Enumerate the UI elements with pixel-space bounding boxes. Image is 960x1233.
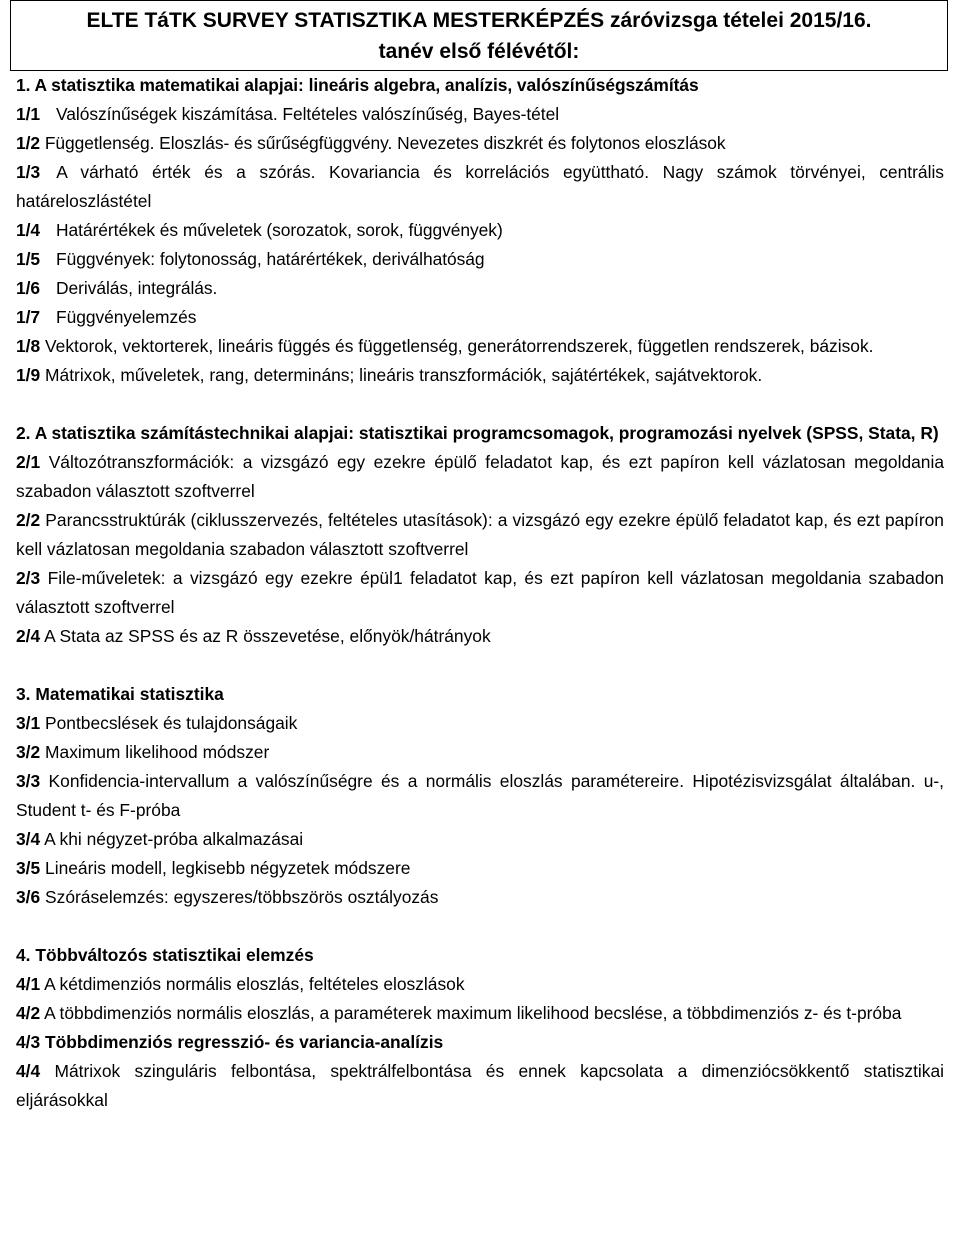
section-2 (16, 419, 944, 651)
item-4-4 (16, 1057, 944, 1115)
item-number: 1/3 (16, 162, 41, 182)
item-number: 3/4 (16, 829, 41, 849)
item-number: 1/2 (16, 133, 41, 153)
item-number: 1/1 (16, 104, 41, 124)
item-text: A többdimenziós normális eloszlás, a paraméterek maximum likelihood becslése, a többdimenziós z- és t-próba (44, 1003, 902, 1023)
item-1-6 (16, 274, 944, 303)
section-2-heading (16, 419, 944, 448)
title-line-1: ELTE TáTK SURVEY STATISZTIKA MESTERKÉPZÉS záróvizsga tételei 2015/16. (86, 9, 872, 32)
item-3-6 (16, 883, 944, 912)
item-2-4 (16, 622, 944, 651)
item-text: A khi négyzet-próba alkalmazásai (44, 829, 304, 849)
item-number: 1/8 (16, 336, 41, 356)
item-text: Vektorok, vektorterek, lineáris függés és függetlenség, generátorrendszerek, független rendszerek, bázisok. (45, 336, 874, 356)
item-3-1 (16, 709, 944, 738)
item-4-2 (16, 999, 944, 1028)
item-text: Valószínűségek kiszámítása. Feltételes valószínűség, Bayes-tétel (56, 104, 560, 124)
section-4-heading: 4. Többváltozós statisztikai elemzés (16, 945, 314, 965)
item-text: Maximum likelihood módszer (45, 742, 270, 762)
item-text: Változótranszformációk: a vizsgázó egy ezekre épülő feladatot kap, és ezt papíron kell vázlatosan megoldania szabadon választott szoftverrel (16, 452, 944, 501)
item-number: 1/9 (16, 365, 41, 385)
item-text: Deriválás, integrálás. (56, 278, 218, 298)
title-line-2: tanév első félévétől: (378, 40, 580, 63)
item-number: 2/3 (16, 568, 41, 588)
section-3-heading: 3. Matematikai statisztika (16, 684, 224, 704)
item-text: A várható érték és a szórás. Kovariancia és korrelációs együttható. Nagy számok törvényei, centrális határeloszlástétel (16, 162, 944, 211)
item-text: Lineáris modell, legkisebb négyzetek módszere (45, 858, 411, 878)
item-text: Többdimenziós regresszió- és variancia-analízis (45, 1032, 444, 1052)
item-number: 2/4 (16, 626, 41, 646)
section-2-heading-text: A statisztika számítástechnikai alapjai: statisztikai programcsomagok, programozási nyelvek (SPSS, Stata, R) (34, 423, 939, 443)
item-3-2 (16, 738, 944, 767)
item-number: 3/2 (16, 742, 41, 762)
item-text: Parancsstruktúrák (ciklusszervezés, feltételes utasítások): a vizsgázó egy ezekre épülő feladatot kap, és ezt papíron kell vázlatosan megoldania szabadon választott szoftverrel (16, 510, 944, 559)
item-number: 3/1 (16, 713, 41, 733)
section-3 (16, 680, 944, 912)
section-spacer (16, 912, 944, 941)
item-3-3 (16, 767, 944, 825)
item-4-3 (16, 1028, 944, 1057)
item-3-4 (16, 825, 944, 854)
item-text: Függvények: folytonosság, határértékek, deriválhatóság (56, 249, 485, 269)
item-text: A Stata az SPSS és az R összevetése, előnyök/hátrányok (44, 626, 491, 646)
item-3-5 (16, 854, 944, 883)
section-1 (16, 71, 944, 390)
item-number: 4/1 (16, 974, 41, 994)
item-number: 4/4 (16, 1061, 41, 1081)
item-1-2 (16, 129, 944, 158)
item-1-7 (16, 303, 944, 332)
item-number: 4/2 (16, 1003, 41, 1023)
item-number: 1/4 (16, 220, 41, 240)
section-spacer (16, 651, 944, 680)
item-number: 3/5 (16, 858, 41, 878)
item-number: 2/2 (16, 510, 41, 530)
section-2-number: 2. (16, 423, 31, 443)
item-text: File-műveletek: a vizsgázó egy ezekre épül1 feladatot kap, és ezt papíron kell vázlatosan megoldania szabadon választott szoftverrel (16, 568, 944, 617)
item-text: Határértékek és műveletek (sorozatok, sorok, függvények) (56, 220, 503, 240)
document-title-box (10, 0, 948, 71)
item-2-1 (16, 448, 944, 506)
item-2-2 (16, 506, 944, 564)
item-text: Függetlenség. Eloszlás- és sűrűségfüggvény. Nevezetes diszkrét és folytonos eloszlások (44, 133, 726, 153)
section-4 (16, 941, 944, 1115)
item-text: A kétdimenziós normális eloszlás, feltételes eloszlások (44, 974, 465, 994)
document-page (16, 0, 944, 1115)
item-text: Pontbecslések és tulajdonságaik (45, 713, 298, 733)
item-4-1 (16, 970, 944, 999)
item-number: 1/6 (16, 278, 41, 298)
item-1-5 (16, 245, 944, 274)
item-number: 1/5 (16, 249, 41, 269)
item-text: Konfidencia-intervallum a valószínűségre és a normális eloszlás paramétereire. Hipotézisvizsgálat általában. u-, Student t- és F-próba (16, 771, 944, 820)
item-1-4 (16, 216, 944, 245)
item-number: 3/3 (16, 771, 41, 791)
item-2-3 (16, 564, 944, 622)
section-spacer (16, 390, 944, 419)
item-text: Mátrixok szinguláris felbontása, spektrálfelbontása és ennek kapcsolata a dimenziócsökkentő statisztikai eljárásokkal (16, 1061, 944, 1110)
item-1-3 (16, 158, 944, 216)
item-text: Mátrixok, műveletek, rang, determináns; lineáris transzformációk, sajátértékek, sajátvektorok. (45, 365, 763, 385)
item-1-8 (16, 332, 944, 361)
item-text: Szóráselemzés: egyszeres/többszörös osztályozás (45, 887, 439, 907)
item-text: Függvényelemzés (56, 307, 197, 327)
item-number: 3/6 (16, 887, 41, 907)
item-1-9 (16, 361, 944, 390)
section-1-heading: 1. A statisztika matematikai alapjai: lineáris algebra, analízis, valószínűségszámítás (16, 75, 699, 95)
item-number: 2/1 (16, 452, 41, 472)
item-1-1 (16, 100, 944, 129)
item-number: 1/7 (16, 307, 41, 327)
item-number: 4/3 (16, 1032, 41, 1052)
